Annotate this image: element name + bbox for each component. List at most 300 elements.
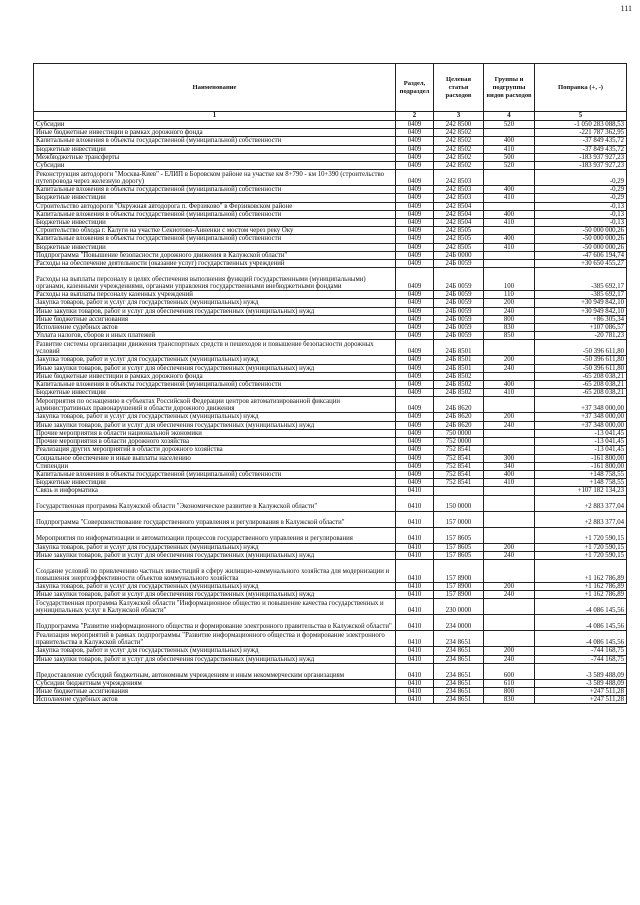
row-amount-cell: -385 692,17 — [535, 291, 627, 299]
row-amount-cell: -1 050 283 088,53 — [535, 121, 627, 129]
row-section-cell: 0409 — [396, 397, 434, 413]
table-row — [34, 487, 627, 495]
row-group-cell: 400 — [484, 470, 535, 478]
table-row — [34, 268, 627, 291]
row-name-cell: Развитие системы организации движения транспортных средств и пешеходов и повышение безопасности дорожных условий — [34, 340, 396, 356]
row-article-cell: 242 8500 — [434, 121, 484, 129]
row-amount-cell: -183 937 927,23 — [535, 153, 627, 161]
row-name-cell: Бюджетные инвестиции — [34, 194, 396, 202]
row-article-cell: 157 8605 — [434, 551, 484, 559]
table-row — [34, 299, 627, 307]
row-group-cell — [484, 397, 535, 413]
row-article-cell: 24Б 0059 — [434, 315, 484, 323]
row-article-cell: 157 0000 — [434, 511, 484, 527]
table-row — [34, 663, 627, 679]
table-row — [34, 429, 627, 437]
row-name-cell: Иные закупки товаров, работ и услуг для обеспечения государственных (муниципальных) нужд — [34, 591, 396, 599]
row-group-cell: 830 — [484, 324, 535, 332]
row-section-cell: 0409 — [396, 446, 434, 454]
table-row — [34, 511, 627, 527]
header-group: Группы и подгруппы видов расходов — [484, 64, 535, 112]
row-section-cell: 0410 — [396, 487, 434, 495]
row-amount-cell: -37 849 435,72 — [535, 145, 627, 153]
row-article-cell: 24Б 8501 — [434, 340, 484, 356]
row-name-cell: Иные закупки товаров, работ и услуг для обеспечения государственных (муниципальных) нужд — [34, 364, 396, 372]
row-group-cell: 600 — [484, 663, 535, 679]
row-article-cell: 752 0000 — [434, 438, 484, 446]
row-group-cell: 800 — [484, 687, 535, 695]
row-name-cell: Мероприятия по оснащению в субъектах Российской Федерации центров автоматизированной фиксации административных правонарушений в области дорожного движения — [34, 397, 396, 413]
row-section-cell: 0409 — [396, 219, 434, 227]
row-article-cell: 157 8605 — [434, 543, 484, 551]
row-section-cell: 0410 — [396, 679, 434, 687]
row-group-cell: 300 — [484, 454, 535, 462]
row-article-cell: 242 8503 — [434, 186, 484, 194]
row-group-cell — [484, 599, 535, 615]
row-name-cell: Строительство автодороги "Окружная автодорога п. Ферзиково" в Ферзиковском районе — [34, 202, 396, 210]
row-section-cell: 0409 — [396, 235, 434, 243]
row-section-cell: 0409 — [396, 307, 434, 315]
row-article-cell: 242 8505 — [434, 235, 484, 243]
table-row — [34, 202, 627, 210]
row-group-cell: 240 — [484, 421, 535, 429]
row-section-cell: 0409 — [396, 243, 434, 251]
table-row — [34, 291, 627, 299]
row-article-cell: 24Б 8501 — [434, 356, 484, 364]
row-amount-cell: -50 000 000,26 — [535, 235, 627, 243]
row-article-cell: 242 8502 — [434, 153, 484, 161]
row-article-cell: 24Б 8501 — [434, 364, 484, 372]
row-section-cell: 0409 — [396, 162, 434, 170]
row-section-cell: 0409 — [396, 429, 434, 437]
row-amount-cell: +1 720 590,15 — [535, 551, 627, 559]
row-article-cell: 242 8505 — [434, 227, 484, 235]
row-section-cell: 0409 — [396, 356, 434, 364]
row-article-cell: 24Б 8502 — [434, 381, 484, 389]
row-section-cell: 0409 — [396, 299, 434, 307]
row-group-cell: 410 — [484, 145, 535, 153]
row-amount-cell: +247 511,28 — [535, 687, 627, 695]
row-name-cell: Бюджетные инвестиции — [34, 145, 396, 153]
row-amount-cell: +148 758,55 — [535, 479, 627, 487]
page-number: 111 — [620, 4, 632, 13]
row-amount-cell: -0,13 — [535, 210, 627, 218]
row-group-cell: 400 — [484, 381, 535, 389]
row-amount-cell: -20 781,23 — [535, 332, 627, 340]
row-amount-cell: +30 949 842,10 — [535, 299, 627, 307]
row-name-cell: Закупка товаров, работ и услуг для государственных (муниципальных) нужд — [34, 356, 396, 364]
row-name-cell: Субсидии — [34, 121, 396, 129]
row-group-cell: 240 — [484, 307, 535, 315]
column-number: 3 — [434, 112, 484, 121]
row-amount-cell: -0,29 — [535, 186, 627, 194]
row-amount-cell: -161 800,00 — [535, 462, 627, 470]
row-article-cell: 242 8505 — [434, 243, 484, 251]
row-group-cell: 800 — [484, 315, 535, 323]
row-group-cell: 400 — [484, 235, 535, 243]
row-amount-cell: -221 787 362,95 — [535, 129, 627, 137]
row-section-cell: 0410 — [396, 599, 434, 615]
table-row — [34, 186, 627, 194]
row-name-cell: Подпрограмма "Повышение безопасности дорожного движения в Калужской области" — [34, 251, 396, 259]
row-group-cell — [484, 129, 535, 137]
table-header-row — [34, 64, 627, 112]
row-name-cell: Прочие мероприятия в области дорожного хозяйства — [34, 438, 396, 446]
row-name-cell: Прочие мероприятия в области национальной экономики — [34, 429, 396, 437]
row-group-cell — [484, 260, 535, 268]
row-amount-cell: +37 348 000,00 — [535, 397, 627, 413]
row-section-cell: 0410 — [396, 615, 434, 631]
row-amount-cell: -744 168,75 — [535, 655, 627, 663]
row-section-cell: 0410 — [396, 543, 434, 551]
row-article-cell: 242 8504 — [434, 219, 484, 227]
table-row — [34, 364, 627, 372]
row-group-cell — [484, 511, 535, 527]
row-amount-cell: -4 086 145,56 — [535, 599, 627, 615]
row-amount-cell: +2 883 377,04 — [535, 511, 627, 527]
row-name-cell: Подпрограмма "Совершенствование государственного управления и регулирования в Калужской области" — [34, 511, 396, 527]
row-section-cell: 0410 — [396, 591, 434, 599]
row-section-cell: 0410 — [396, 696, 434, 704]
row-amount-cell: +148 758,55 — [535, 470, 627, 478]
table-row — [34, 219, 627, 227]
row-amount-cell: -13 041,45 — [535, 429, 627, 437]
column-number: 4 — [484, 112, 535, 121]
row-group-cell — [484, 429, 535, 437]
row-section-cell: 0409 — [396, 421, 434, 429]
column-number: 2 — [396, 112, 434, 121]
row-section-cell: 0409 — [396, 462, 434, 470]
row-name-cell: Стипендии — [34, 462, 396, 470]
table-row — [34, 470, 627, 478]
table-row — [34, 145, 627, 153]
row-amount-cell: -3 589 488,09 — [535, 663, 627, 679]
row-name-cell: Закупка товаров, работ и услуг для государственных (муниципальных) нужд — [34, 413, 396, 421]
row-article-cell: 234 8651 — [434, 679, 484, 687]
row-article-cell: 24Б 0059 — [434, 324, 484, 332]
row-article-cell: 242 8504 — [434, 202, 484, 210]
row-section-cell: 0410 — [396, 631, 434, 647]
row-group-cell: 410 — [484, 479, 535, 487]
row-name-cell: Иные бюджетные ассигнования — [34, 315, 396, 323]
row-article-cell: 24Б 0059 — [434, 332, 484, 340]
row-section-cell: 0409 — [396, 121, 434, 129]
table-row — [34, 438, 627, 446]
table-row — [34, 260, 627, 268]
table-row — [34, 599, 627, 615]
table-row — [34, 210, 627, 218]
row-group-cell: 110 — [484, 291, 535, 299]
row-section-cell: 0409 — [396, 145, 434, 153]
table-row — [34, 647, 627, 655]
table-row — [34, 235, 627, 243]
row-article-cell: 24Б 0059 — [434, 299, 484, 307]
row-name-cell: Субсидии — [34, 162, 396, 170]
row-article-cell: 24Б 0059 — [434, 291, 484, 299]
table-row — [34, 446, 627, 454]
row-name-cell: Исполнение судебных актов — [34, 324, 396, 332]
row-article-cell: 157 8900 — [434, 559, 484, 582]
row-amount-cell: +247 511,28 — [535, 696, 627, 704]
row-article-cell: 234 8651 — [434, 696, 484, 704]
row-amount-cell: -161 800,00 — [535, 454, 627, 462]
row-article-cell: 234 8651 — [434, 655, 484, 663]
table-row — [34, 324, 627, 332]
row-article-cell: 157 8900 — [434, 582, 484, 590]
row-name-cell: Капитальные вложения в объекты государственной (муниципальной) собственности — [34, 381, 396, 389]
table-row — [34, 631, 627, 647]
row-group-cell — [484, 372, 535, 380]
row-article-cell: 752 8541 — [434, 479, 484, 487]
row-article-cell: 24Б 8620 — [434, 421, 484, 429]
row-group-cell: 240 — [484, 655, 535, 663]
row-section-cell: 0409 — [396, 153, 434, 161]
row-amount-cell: -0,29 — [535, 170, 627, 186]
row-group-cell: 200 — [484, 356, 535, 364]
row-amount-cell: -37 849 435,72 — [535, 137, 627, 145]
row-section-cell: 0409 — [396, 210, 434, 218]
table-row — [34, 137, 627, 145]
row-group-cell: 830 — [484, 696, 535, 704]
row-article-cell: 150 0000 — [434, 495, 484, 511]
row-section-cell: 0409 — [396, 202, 434, 210]
row-group-cell — [484, 170, 535, 186]
header-section: Раздел, подраздел — [396, 64, 434, 112]
table-body — [34, 121, 627, 704]
column-number: 5 — [535, 112, 627, 121]
row-name-cell: Предоставление субсидий бюджетным, автономным учреждениям и иным некоммерческим организациям — [34, 663, 396, 679]
row-group-cell — [484, 631, 535, 647]
budget-amendments-table — [33, 63, 627, 704]
table-row — [34, 413, 627, 421]
row-article-cell: 234 8651 — [434, 631, 484, 647]
table-row — [34, 332, 627, 340]
row-article-cell: 752 8541 — [434, 470, 484, 478]
row-section-cell: 0410 — [396, 527, 434, 543]
row-amount-cell: -385 692,17 — [535, 268, 627, 291]
row-article-cell: 750 0000 — [434, 429, 484, 437]
table-row — [34, 251, 627, 259]
row-name-cell: Исполнение судебных актов — [34, 696, 396, 704]
row-article-cell: 24Б 0059 — [434, 268, 484, 291]
row-section-cell: 0409 — [396, 332, 434, 340]
row-group-cell: 340 — [484, 462, 535, 470]
row-section-cell: 0410 — [396, 647, 434, 655]
table-row — [34, 479, 627, 487]
row-article-cell: 230 0000 — [434, 599, 484, 615]
row-article-cell: 242 8504 — [434, 210, 484, 218]
row-section-cell: 0410 — [396, 655, 434, 663]
table-row — [34, 421, 627, 429]
row-group-cell: 410 — [484, 194, 535, 202]
row-group-cell: 410 — [484, 389, 535, 397]
row-article-cell: 24Б 8620 — [434, 397, 484, 413]
row-section-cell: 0410 — [396, 687, 434, 695]
row-article-cell: 242 8502 — [434, 145, 484, 153]
table-row — [34, 551, 627, 559]
row-article-cell: 752 8541 — [434, 462, 484, 470]
row-amount-cell: +1 720 590,15 — [535, 543, 627, 551]
row-section-cell: 0409 — [396, 170, 434, 186]
row-name-cell: Иные бюджетные ассигнования — [34, 687, 396, 695]
row-section-cell: 0409 — [396, 413, 434, 421]
row-group-cell: 200 — [484, 543, 535, 551]
row-amount-cell: -3 589 488,09 — [535, 679, 627, 687]
table-row — [34, 356, 627, 364]
row-group-cell: 240 — [484, 591, 535, 599]
row-section-cell: 0409 — [396, 454, 434, 462]
row-section-cell: 0409 — [396, 315, 434, 323]
row-group-cell — [484, 202, 535, 210]
row-group-cell: 400 — [484, 210, 535, 218]
row-group-cell — [484, 251, 535, 259]
row-article-cell: 24Б 8502 — [434, 372, 484, 380]
table-row — [34, 397, 627, 413]
row-group-cell: 240 — [484, 551, 535, 559]
table-row — [34, 372, 627, 380]
row-amount-cell: +2 883 377,04 — [535, 495, 627, 511]
row-name-cell: Мероприятия по информатизации и автоматизации процессов государственного управления и регулирования — [34, 527, 396, 543]
row-group-cell: 200 — [484, 299, 535, 307]
row-article-cell: 242 8502 — [434, 129, 484, 137]
row-section-cell: 0409 — [396, 129, 434, 137]
row-section-cell: 0410 — [396, 511, 434, 527]
row-article-cell: 157 8900 — [434, 591, 484, 599]
row-name-cell: Закупка товаров, работ и услуг для государственных (муниципальных) нужд — [34, 647, 396, 655]
row-section-cell: 0409 — [396, 251, 434, 259]
row-amount-cell: -50 396 611,80 — [535, 340, 627, 356]
row-amount-cell: -50 396 611,80 — [535, 364, 627, 372]
row-section-cell: 0409 — [396, 479, 434, 487]
table-row — [34, 527, 627, 543]
row-name-cell: Капитальные вложения в объекты государственной (муниципальной) собственности — [34, 186, 396, 194]
table-row — [34, 696, 627, 704]
table-row — [34, 591, 627, 599]
row-article-cell: 24Б 8620 — [434, 413, 484, 421]
row-group-cell: 410 — [484, 219, 535, 227]
table-row — [34, 389, 627, 397]
row-section-cell: 0409 — [396, 291, 434, 299]
row-group-cell: 500 — [484, 153, 535, 161]
row-amount-cell: +1 162 786,89 — [535, 559, 627, 582]
row-section-cell: 0409 — [396, 364, 434, 372]
table-row — [34, 454, 627, 462]
row-name-cell: Создание условий по привлечению частных инвестиций в сферу жилищно-коммунального хозяйства для модернизации и повышения энергоэффективности объектов коммунального хозяйства — [34, 559, 396, 582]
row-group-cell — [484, 227, 535, 235]
row-amount-cell: +37 348 000,00 — [535, 421, 627, 429]
table-row — [34, 543, 627, 551]
header-article: Целевая статья расходов — [434, 64, 484, 112]
row-amount-cell: -65 208 038,21 — [535, 389, 627, 397]
row-section-cell: 0409 — [396, 470, 434, 478]
row-article-cell: 157 8605 — [434, 527, 484, 543]
column-number-row — [34, 112, 627, 121]
row-name-cell: Бюджетные инвестиции — [34, 389, 396, 397]
row-amount-cell: +1 162 786,89 — [535, 591, 627, 599]
row-name-cell: Закупка товаров, работ и услуг для государственных (муниципальных) нужд — [34, 299, 396, 307]
row-group-cell: 520 — [484, 162, 535, 170]
row-group-cell: 400 — [484, 186, 535, 194]
row-article-cell: 24Б 0059 — [434, 307, 484, 315]
row-group-cell: 850 — [484, 332, 535, 340]
row-section-cell: 0410 — [396, 663, 434, 679]
row-article-cell: 752 8541 — [434, 454, 484, 462]
row-name-cell: Иные бюджетные инвестиции в рамках дорожного фонда — [34, 372, 396, 380]
table-row — [34, 153, 627, 161]
row-section-cell: 0410 — [396, 551, 434, 559]
row-section-cell: 0410 — [396, 559, 434, 582]
row-name-cell: Иные закупки товаров, работ и услуг для обеспечения государственных (муниципальных) нужд — [34, 655, 396, 663]
row-name-cell: Расходы на обеспечение деятельности (оказание услуг) государственных учреждений — [34, 260, 396, 268]
row-name-cell: Капитальные вложения в объекты государственной (муниципальной) собственности — [34, 235, 396, 243]
row-article-cell: 234 8651 — [434, 687, 484, 695]
row-name-cell: Государственная программа Калужской области "Экономическое развитие в Калужской области" — [34, 495, 396, 511]
table-row — [34, 462, 627, 470]
row-amount-cell: -183 937 927,23 — [535, 162, 627, 170]
row-name-cell: Расходы на выплаты персоналу казенных учреждений — [34, 291, 396, 299]
row-amount-cell: -47 606 194,74 — [535, 251, 627, 259]
row-name-cell: Закупка товаров, работ и услуг для государственных (муниципальных) нужд — [34, 543, 396, 551]
row-name-cell: Капитальные вложения в объекты государственной (муниципальной) собственности — [34, 470, 396, 478]
row-group-cell — [484, 527, 535, 543]
row-group-cell — [484, 438, 535, 446]
row-group-cell: 400 — [484, 137, 535, 145]
table-row — [34, 121, 627, 129]
row-name-cell: Государственная программа Калужской области "Информационное общество и повышение качества государственных и муниципальных услуг в Калужской области" — [34, 599, 396, 615]
table-row — [34, 243, 627, 251]
row-article-cell: 242 8503 — [434, 194, 484, 202]
row-amount-cell: -65 208 038,21 — [535, 381, 627, 389]
row-article-cell: 752 8541 — [434, 446, 484, 454]
row-amount-cell: -50 000 000,26 — [535, 243, 627, 251]
row-name-cell: Капитальные вложения в объекты государственной (муниципальной) собственности — [34, 137, 396, 145]
row-section-cell: 0409 — [396, 194, 434, 202]
row-group-cell: 200 — [484, 413, 535, 421]
row-group-cell: 200 — [484, 647, 535, 655]
row-article-cell — [434, 487, 484, 495]
row-amount-cell: -4 086 145,56 — [535, 615, 627, 631]
row-group-cell — [484, 559, 535, 582]
row-amount-cell: -0,13 — [535, 202, 627, 210]
row-article-cell: 234 0000 — [434, 615, 484, 631]
row-article-cell: 242 8502 — [434, 137, 484, 145]
row-article-cell: 242 8503 — [434, 170, 484, 186]
row-article-cell: 234 8651 — [434, 647, 484, 655]
row-amount-cell: -4 086 145,56 — [535, 631, 627, 647]
row-name-cell: Иные закупки товаров, работ и услуг для обеспечения государственных (муниципальных) нужд — [34, 551, 396, 559]
row-name-cell: Иные закупки товаров, работ и услуг для обеспечения государственных (муниципальных) нужд — [34, 307, 396, 315]
table-row — [34, 227, 627, 235]
row-group-cell — [484, 340, 535, 356]
row-amount-cell: +107 086,57 — [535, 324, 627, 332]
table-row — [34, 340, 627, 356]
row-amount-cell: +107 182 134,23 — [535, 487, 627, 495]
row-section-cell: 0409 — [396, 186, 434, 194]
row-section-cell: 0409 — [396, 227, 434, 235]
table-row — [34, 679, 627, 687]
row-section-cell: 0409 — [396, 137, 434, 145]
header-amount: Поправка (+, -) — [535, 64, 627, 112]
row-name-cell: Реализация других мероприятий в области дорожного хозяйства — [34, 446, 396, 454]
row-name-cell: Реализация мероприятий в рамках подпрограммы "Развитие информационного общества и формирование электронного правительства в Калужской области" — [34, 631, 396, 647]
row-name-cell: Закупка товаров, работ и услуг для государственных (муниципальных) нужд — [34, 582, 396, 590]
row-name-cell: Капитальные вложения в объекты государственной (муниципальной) собственности — [34, 210, 396, 218]
row-amount-cell: +86 305,34 — [535, 315, 627, 323]
row-group-cell — [484, 495, 535, 511]
row-article-cell: 242 8502 — [434, 162, 484, 170]
row-amount-cell: +37 348 000,00 — [535, 413, 627, 421]
row-name-cell: Бюджетные инвестиции — [34, 479, 396, 487]
